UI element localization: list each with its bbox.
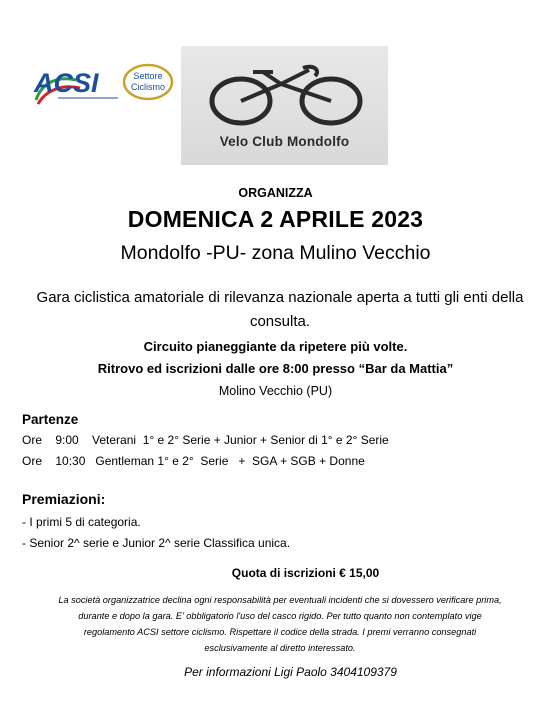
meeting-info: Ritrovo ed iscrizioni dalle ore 8:00 presso “Bar da Mattia”	[97, 361, 454, 376]
event-description: Gara ciclistica amatoriale di rilevanza nazionale aperta a tutti gli enti della consulta.	[36, 289, 524, 330]
start-row: Ore 9:00 Veterani 1° e 2° Serie + Junior + Senior di 1° e 2° Serie	[22, 433, 389, 447]
start-row: Ore 10:30 Gentleman 1° e 2° Serie + SGA + SGB + Donne	[22, 454, 365, 468]
partenze-title: Partenze	[22, 412, 79, 427]
acsi-badge-line1: Settore	[133, 71, 163, 81]
bicycle-icon	[181, 46, 388, 136]
circuit-info: Circuito pianeggiante da ripetere più volte.	[143, 339, 408, 354]
premiazioni-title: Premiazioni:	[22, 491, 106, 507]
velo-club-logo	[181, 46, 388, 165]
acsi-logo	[28, 62, 178, 112]
acsi-badge-line2: Ciclismo	[130, 82, 166, 92]
disclaimer-text: La società organizzatrice declina ogni responsabilità per eventuali incidenti che si dovessero verificare prima, durante e dopo la gara. E' obbligatorio l'uso del casco rigido. Per tutto quanto non contemplato vige regolamento ACSI settore ciclismo. Rispettare il codice della strada. I premi verranno consegnati esclusivamente al diretto interessato.	[58, 595, 502, 653]
acsi-logo-graphic	[28, 62, 178, 112]
prize-item: - Senior 2^ serie e Junior 2^ serie Classifica unica.	[22, 536, 291, 550]
velo-club-name: Velo Club Mondolfo	[219, 134, 350, 149]
event-place: Mondolfo -PU- zona Mulino Vecchio	[120, 242, 431, 264]
event-date: DOMENICA 2 APRILE 2023	[127, 206, 424, 232]
registration-fee: Quota di iscrizioni € 15,00	[231, 566, 380, 580]
acsi-logo-text: ACSI	[34, 68, 99, 98]
meeting-location: Molino Vecchio (PU)	[218, 384, 333, 398]
prize-item: - I primi 5 di categoria.	[22, 515, 141, 529]
organizza-label: ORGANIZZA	[238, 186, 313, 200]
contact-info: Per informazioni Ligi Paolo 3404109379	[184, 665, 397, 679]
